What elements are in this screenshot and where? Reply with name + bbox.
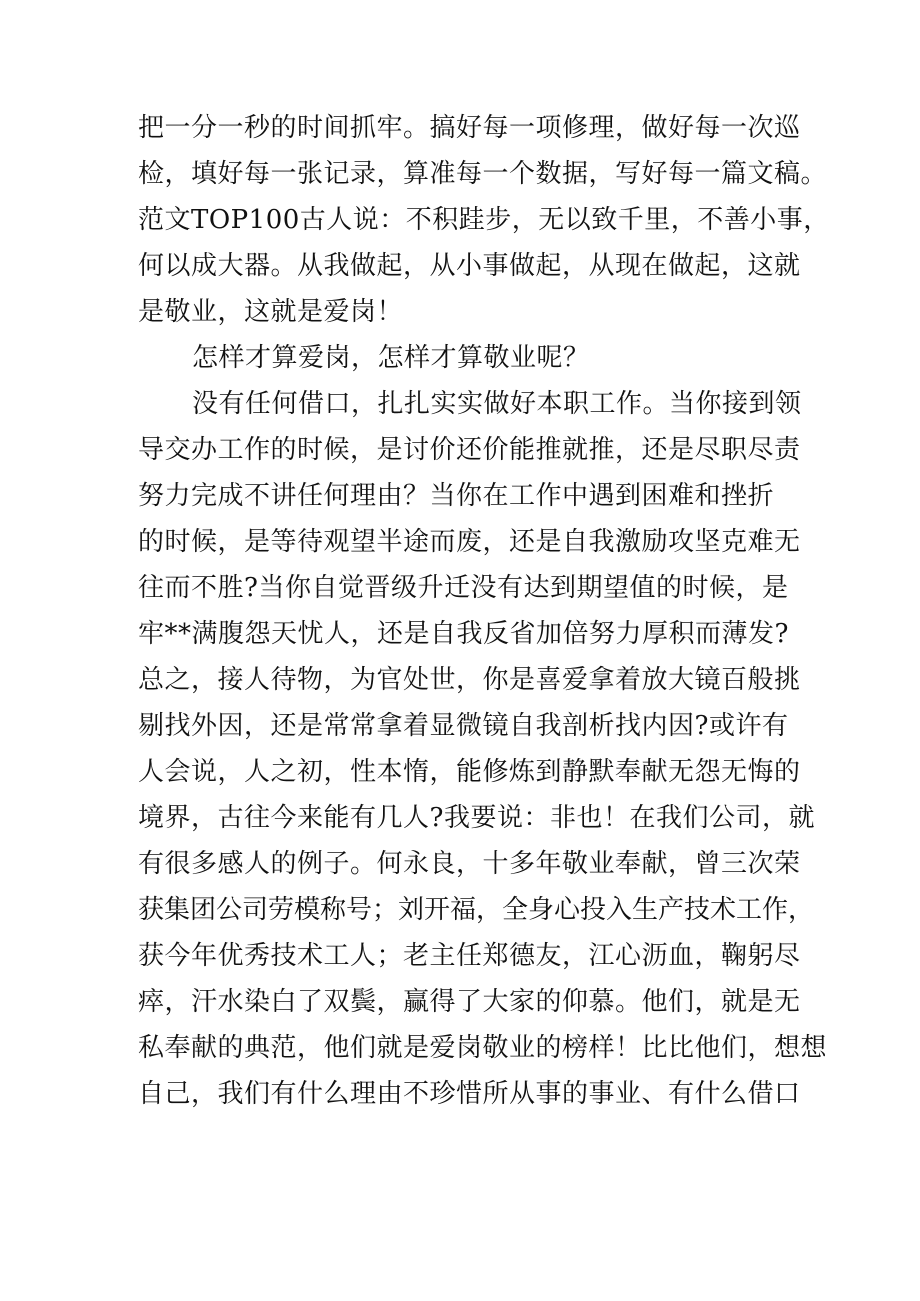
text-line: 获今年优秀技术工人；老主任郑德友，江心沥血，鞠躬尽 [138, 941, 801, 971]
text-line: 自己，我们有什么理由不珍惜所从事的事业、有什么借口 [138, 1079, 801, 1109]
text-line: 获集团公司劳模称号；刘开福，全身心投入生产技术工作， [138, 895, 815, 925]
text-line: 人会说，人之初，性本惰，能修炼到静默奉献无怨无悔的 [138, 757, 801, 787]
text-line: 努力完成不讲任何理由？当你在工作中遇到困难和挫折 [138, 481, 775, 511]
paragraph-start-line: 没有任何借口，扎扎实实做好本职工作。当你接到领 [192, 389, 802, 419]
text-line: 是敬业，这就是爱岗！ [138, 297, 404, 327]
text-line: 检，填好每一张记录，算准每一个数据，写好每一篇文稿。 [138, 159, 828, 189]
text-line: 的时候，是等待观望半途而废，还是自我激励攻坚克难无 [138, 527, 801, 557]
text-line: 瘁，汗水染白了双鬓，赢得了大家的仰慕。他们，就是无 [138, 987, 801, 1017]
text-line: 范文TOP100古人说：不积跬步，无以致千里，不善小事， [138, 205, 830, 235]
text-line: 有很多感人的例子。何永良，十多年敬业奉献，曾三次荣 [138, 849, 801, 879]
text-line: 境界，古往今来能有几人?我要说：非也！在我们公司，就 [138, 803, 815, 833]
text-line: 私奉献的典范，他们就是爱岗敬业的榜样！比比他们，想想 [138, 1033, 828, 1063]
text-line: 把一分一秒的时间抓牢。搞好每一项修理，做好每一次巡 [138, 113, 801, 143]
text-line: 往而不胜?当你自觉晋级升迁没有达到期望值的时候，是 [138, 573, 789, 603]
body-text [138, 105, 830, 1117]
text-line: 牢**满腹怨天忧人，还是自我反省加倍努力厚积而薄发? [138, 619, 789, 649]
text-line: 何以成大器。从我做起，从小事做起，从现在做起，这就 [138, 251, 801, 281]
text-line: 导交办工作的时候，是讨价还价能推就推，还是尽职尽责 [138, 435, 801, 465]
question-heading: 怎样才算爱岗，怎样才算敬业呢？ [192, 343, 590, 373]
text-line: 总之，接人待物，为官处世，你是喜爱拿着放大镜百般挑 [138, 665, 801, 695]
text-line: 剔找外因，还是常常拿着显微镜自我剖析找内因?或许有 [138, 711, 789, 741]
